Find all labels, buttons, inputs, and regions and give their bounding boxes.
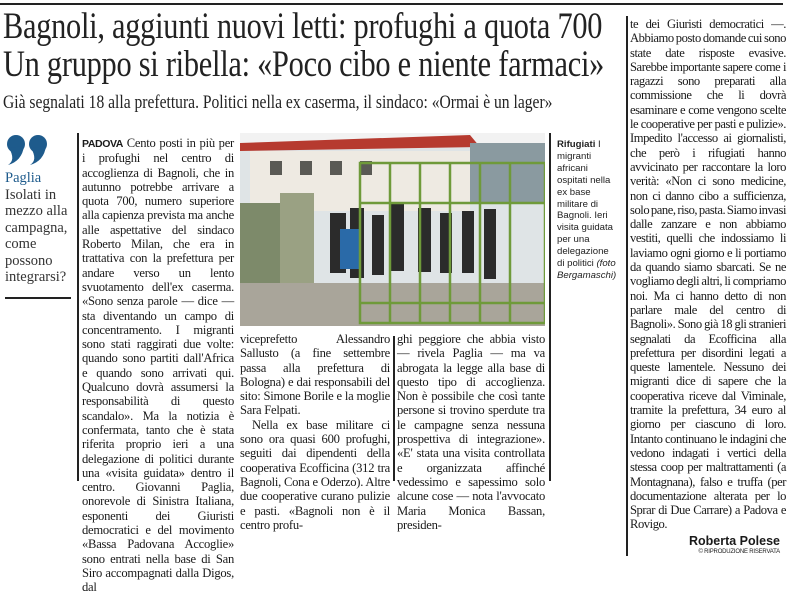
column-4-text: te dei Giuristi democratici —. Abbiamo posto domande cui sono state date risposte evasive. Sarebbe importante sapere come i ragazzi sono preparati alla commissione che li dovrà esaminare e come vengono scelte le cooperative per pasti e pulizie». Impedito l'accesso ai giornalisti, che però i rifugiati hanno avvicinato per raccontare la loro verità: «Non ci sono medicine, non ci danno cibo a sufficienza, solo pane, riso, pasta. Siamo invasi dalle zanzare e non abbiamo vestiti, quelli che indossiamo li laviamo ogni giorno e li portiamo da quando siamo sbarcati. Se ne vogliamo degli altri, li compriamo noi. Ma ci hanno detto di non parlare male del centro di Bagnoli». Sono già 18 gli stranieri segnalati da Ecofficina alla prefettura per disordini legati a queste lamentele. Nessuno dei migranti dice di sapere che la cooperativa riceve dal Viminale, tramite la prefettura, 34 euro al giorno per ciascuno di loro. Intanto continuano le indagini che vedono indagati i vertici della stessa coop per maltrattamenti (a Montagnana), falso e truffa (per documentazione alterata per lo Sprar di Due Carrare) a Padova e Rovigo.	[630, 17, 786, 532]
column-rule	[393, 336, 395, 481]
copyright-notice: © RIPRODUZIONE RISERVATA	[698, 549, 780, 555]
column-rule	[77, 133, 79, 481]
caption-credit: (foto Bergamaschi)	[557, 258, 617, 281]
headline-line-1: Bagnoli, aggiunti nuovi letti: profughi a quota 700	[3, 6, 603, 47]
caption-title: Rifugiati	[557, 139, 596, 150]
column-3-text: ghi peggiore che abbia visto — rivela Paglia — ma va abrogata la legge alla base di questo tipo di accoglienza. Non è possibile che così tante persone si trovino sperdute tra le campagne senza nessuna prospettiva di integrazione». «E' stata una visita controllata e organizzata affinché vedessimo e sapessimo solo alcune cose — nota l'avvocato Maria Monica Bassan, presiden-	[397, 332, 545, 532]
photo-refugees-at-gate	[240, 133, 545, 326]
column-rule	[549, 133, 551, 481]
caption-text: I migranti africani ospitati nella ex base militare di Bagnoli. Ieri visita guidata per una delegazione di politici	[557, 139, 613, 270]
photo-caption	[557, 139, 617, 282]
article-column-3	[397, 332, 545, 532]
column-2-paragraph-1: viceprefetto Alessandro Sallusto (a fine settembre passa alla prefettura di Bologna) e dai responsabili del sito: Simone Borile e la moglie Sara Felpati.	[240, 332, 390, 418]
quote-mark-icon	[6, 134, 50, 166]
column-1-text: Cento posti in più per i profughi nel centro di accoglienza di Bagnoli, che in autunno potrebbe arrivare a quota 700, numero superiore alla capienza prevista ma anche alle aspettative del sindaco Roberto Milan, che era in trattativa con la prefettura per andare verso un lento svuotamento dell'ex caserma. «Sono senza parole — dice — sta diventando un campo di concentramento. I migranti sono stati raggirati due volte: quando sono partiti dall'Africa e quando sono arrivati qui. Qualcuno dovrà assumersi la responsabilità di questo scandalo». Ma la notizia è confermata, tanto che è stata riferita proprio ieri a una delegazione di politici durante una «visita guidata» dentro il centro. Giovanni Paglia, onorevole di Sinistra Italiana, esponenti dei Giuristi democratici e del movimento «Bassa Padovana Accoglie» sono entrati nella base di San Siro accompagnati dalla Digos, dal	[82, 136, 234, 595]
byline: Roberta Polese	[688, 534, 780, 548]
article-column-2	[240, 332, 390, 532]
subtitle: Già segnalati 18 alla prefettura. Politici nella ex caserma, il sindaco: «Ormai è un lager»	[3, 92, 553, 113]
column-2-paragraph-2: Nella ex base militare ci sono ora quasi 600 profughi, seguiti dai dipendenti della cooperativa Ecofficina (312 tra Bagnoli, Cona e Oderzo). Altre due cooperative curano pulizie e pasti. «Bagnoli non è il centro profu-	[240, 417, 390, 532]
pull-quote-text: Isolati in mezzo alla campagna, come possono integrarsi?	[5, 186, 68, 285]
article-column-4	[630, 17, 786, 532]
column-rule	[626, 16, 628, 556]
top-rule	[0, 3, 783, 5]
pull-quote-speaker: Paglia	[5, 170, 42, 186]
headline-line-2: Un gruppo si ribella: «Poco cibo e niente farmaci»	[3, 44, 605, 85]
quote-rule	[5, 297, 71, 299]
dateline: PADOVA	[82, 138, 123, 150]
pull-quote	[5, 170, 75, 286]
article-column-1	[82, 136, 234, 595]
